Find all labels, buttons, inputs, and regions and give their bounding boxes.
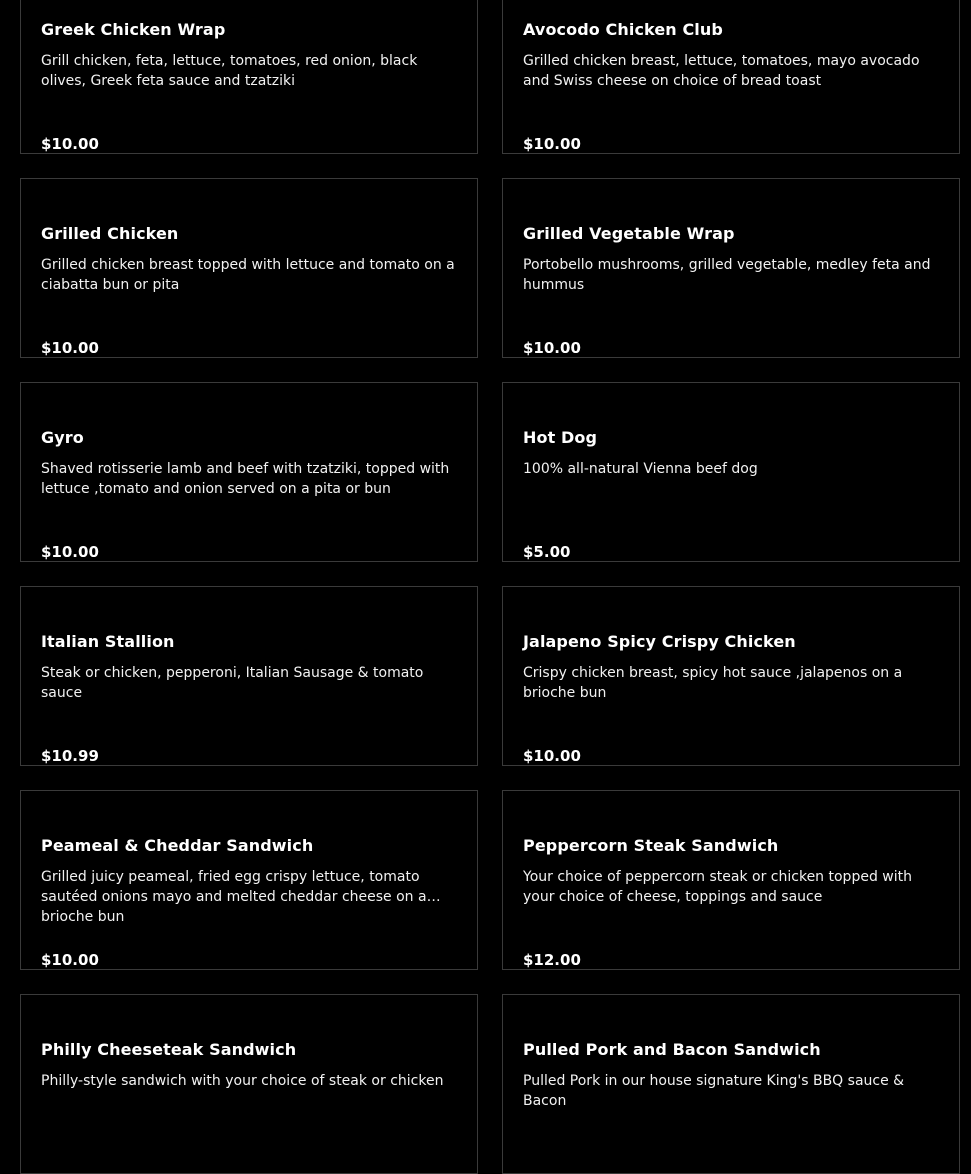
menu-item-card[interactable]	[502, 178, 960, 358]
menu-item-name: Gyro	[41, 428, 84, 447]
menu-item-card[interactable]	[502, 0, 960, 154]
menu-grid	[20, 0, 960, 1174]
menu-item-card[interactable]	[20, 586, 478, 766]
menu-item-card[interactable]	[502, 586, 960, 766]
menu-item-description: Shaved rotisserie lamb and beef with tzatziki, topped with lettuce ,tomato and onion served on a pita or bun	[41, 461, 450, 497]
menu-item-price: $12.00	[523, 951, 581, 969]
menu-item-name: Greek Chicken Wrap	[41, 20, 226, 39]
menu-item-name: Peppercorn Steak Sandwich	[523, 836, 779, 855]
menu-item-card[interactable]	[20, 790, 478, 970]
menu-item-description: Philly-style sandwich with your choice of steak or chicken	[41, 1073, 444, 1089]
menu-item-name: Avocodo Chicken Club	[523, 20, 723, 39]
menu-item-description: Pulled Pork in our house signature King's BBQ sauce & Bacon	[523, 1073, 905, 1109]
menu-item-description: 100% all-natural Vienna beef dog	[523, 461, 758, 477]
menu-item-card[interactable]	[20, 382, 478, 562]
menu-item-price: $10.00	[41, 951, 99, 969]
menu-item-name: Grilled Vegetable Wrap	[523, 224, 735, 243]
menu-item-price: $10.99	[41, 747, 99, 765]
menu-item-description: Portobello mushrooms, grilled vegetable, medley feta and hummus	[523, 257, 931, 293]
menu-item-name: Pulled Pork and Bacon Sandwich	[523, 1040, 821, 1059]
menu-item-description: Steak or chicken, pepperoni, Italian Sausage & tomato sauce	[41, 665, 424, 701]
menu-item-card[interactable]	[20, 994, 478, 1174]
menu-item-name: Hot Dog	[523, 428, 598, 447]
menu-item-description: Grilled chicken breast topped with lettuce and tomato on a ciabatta bun or pita	[41, 257, 455, 293]
menu-item-name: Peameal & Cheddar Sandwich	[41, 836, 314, 855]
menu-item-description: Crispy chicken breast, spicy hot sauce ,jalapenos on a brioche bun	[523, 665, 903, 701]
menu-item-price: $10.00	[523, 135, 581, 153]
menu-item-price: $10.00	[523, 747, 581, 765]
menu-item-card[interactable]	[502, 790, 960, 970]
menu-item-card[interactable]	[502, 994, 960, 1174]
menu-item-price: $10.00	[41, 339, 99, 357]
menu-item-description: Your choice of peppercorn steak or chicken topped with your choice of cheese, toppings and sauce	[523, 869, 912, 905]
menu-item-name: Grilled Chicken	[41, 224, 179, 243]
menu-item-price: $5.00	[523, 543, 571, 561]
menu-item-name: Jalapeno Spicy Crispy Chicken	[523, 632, 796, 651]
menu-item-price: $10.00	[523, 339, 581, 357]
menu-item-description: Grilled juicy peameal, fried egg crispy lettuce, tomato sautéed onions mayo and melted cheddar cheese on a brioche bun	[41, 869, 427, 925]
menu-item-card[interactable]	[20, 178, 478, 358]
menu-item-price: $10.00	[41, 135, 99, 153]
menu-item-card[interactable]	[502, 382, 960, 562]
menu-item-name: Philly Cheeseteak Sandwich	[41, 1040, 297, 1059]
menu-item-description: Grill chicken, feta, lettuce, tomatoes, red onion, black olives, Greek feta sauce and tzatziki	[41, 53, 418, 89]
menu-item-name: Italian Stallion	[41, 632, 175, 651]
menu-item-card[interactable]	[20, 0, 478, 154]
menu-item-description: Grilled chicken breast, lettuce, tomatoes, mayo avocado and Swiss cheese on choice of bread toast	[523, 53, 920, 89]
menu-item-price: $10.00	[41, 543, 99, 561]
